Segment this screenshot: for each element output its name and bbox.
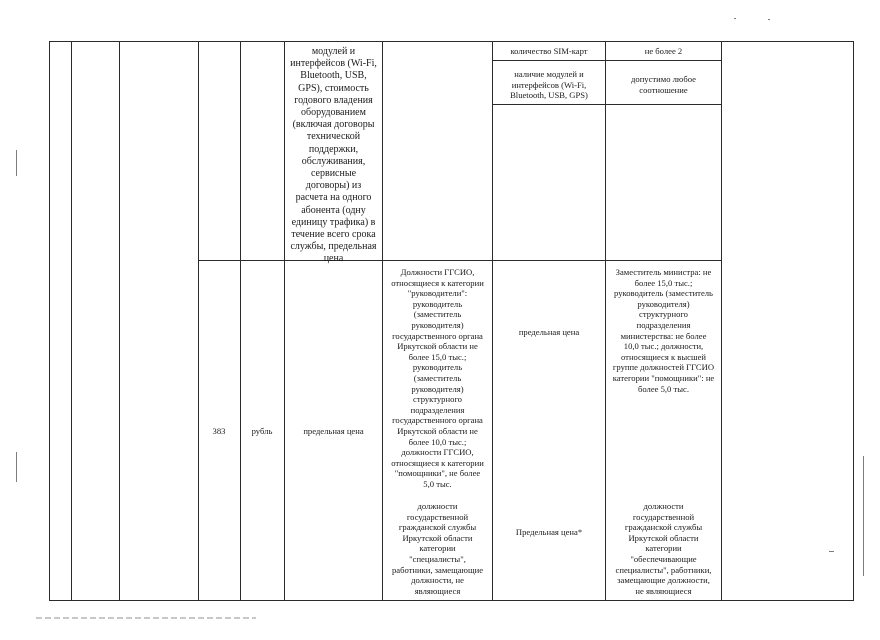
item-number: 383 (212, 426, 226, 436)
scan-mark (863, 456, 864, 576)
value-specialists: должности государственной гражданской службы Иркутской области категории "обеспечивающие специалисты", работники, замещающие должности, не являющиеся (615, 501, 712, 596)
characteristic-price-limit-note: Предельная цена* (515, 527, 583, 537)
column-divider (119, 41, 120, 601)
characteristic-description: модулей и интерфейсов (Wi-Fi, Bluetooth, USB, GPS), стоимость годового владения оборудованием (включая договоры технической поддержки, обслуживания, сервисные договоры) из расчета на одного абонента (одну единицу трафика) в течение всего срока службы, предельная цена (290, 46, 377, 265)
property-name: предельная цена (303, 426, 364, 436)
row-divider-main (198, 260, 721, 261)
unit-of-measure: рубль (251, 426, 273, 436)
column-divider (240, 41, 241, 601)
column-divider (605, 41, 606, 601)
modules-value: допустимо любое соотношение (631, 74, 696, 95)
positions-leaders: Должности ГГСИО, относящиеся к категории "руководители": руководитель (заместитель руководителя) государственного органа Иркутской области не более 15,0 тыс.; руководитель (заместитель руководителя) структурного подразделения государственного органа Иркутской области не более 10,0 тыс.; должности ГГСИО, относящиеся к категории "помощники", не более 5,0 тыс. (391, 267, 484, 489)
column-divider (284, 41, 285, 601)
scan-mark (768, 19, 770, 20)
scan-mark (16, 452, 17, 482)
scan-mark (16, 150, 17, 176)
table-border-bottom (49, 600, 854, 601)
column-divider (492, 41, 493, 601)
characteristic-price-limit: предельная цена (518, 327, 580, 337)
column-divider (382, 41, 383, 601)
column-divider (71, 41, 72, 601)
sim-count-value: не более 2 (644, 46, 683, 56)
table-border-top (49, 41, 854, 42)
row-divider-sim (492, 60, 721, 61)
scan-mark (829, 551, 834, 552)
sim-count-label: количество SIM-карт (510, 46, 588, 56)
scan-mark (734, 18, 736, 19)
row-divider-modules (492, 104, 721, 105)
value-leaders: Заместитель министра: не более 15,0 тыс.; руководитель (заместитель руководителя) структурного подразделения министерства: не более 10,0 тыс.; должности, относящиеся к высшей группе должностей ГГСИО категории "помощники": не более 5,0 тыс. (612, 267, 715, 394)
column-divider (721, 41, 722, 601)
table-border-left (49, 41, 50, 601)
table-border-right (853, 41, 854, 601)
modules-label: наличие модулей и интерфейсов (Wi-Fi, Bluetooth, USB, GPS) (510, 69, 588, 101)
scan-line (36, 617, 256, 619)
column-divider (198, 41, 199, 601)
positions-specialists: должности государственной гражданской службы Иркутской области категории "специалисты", работники, замещающие должности, не являющиеся (391, 501, 484, 596)
